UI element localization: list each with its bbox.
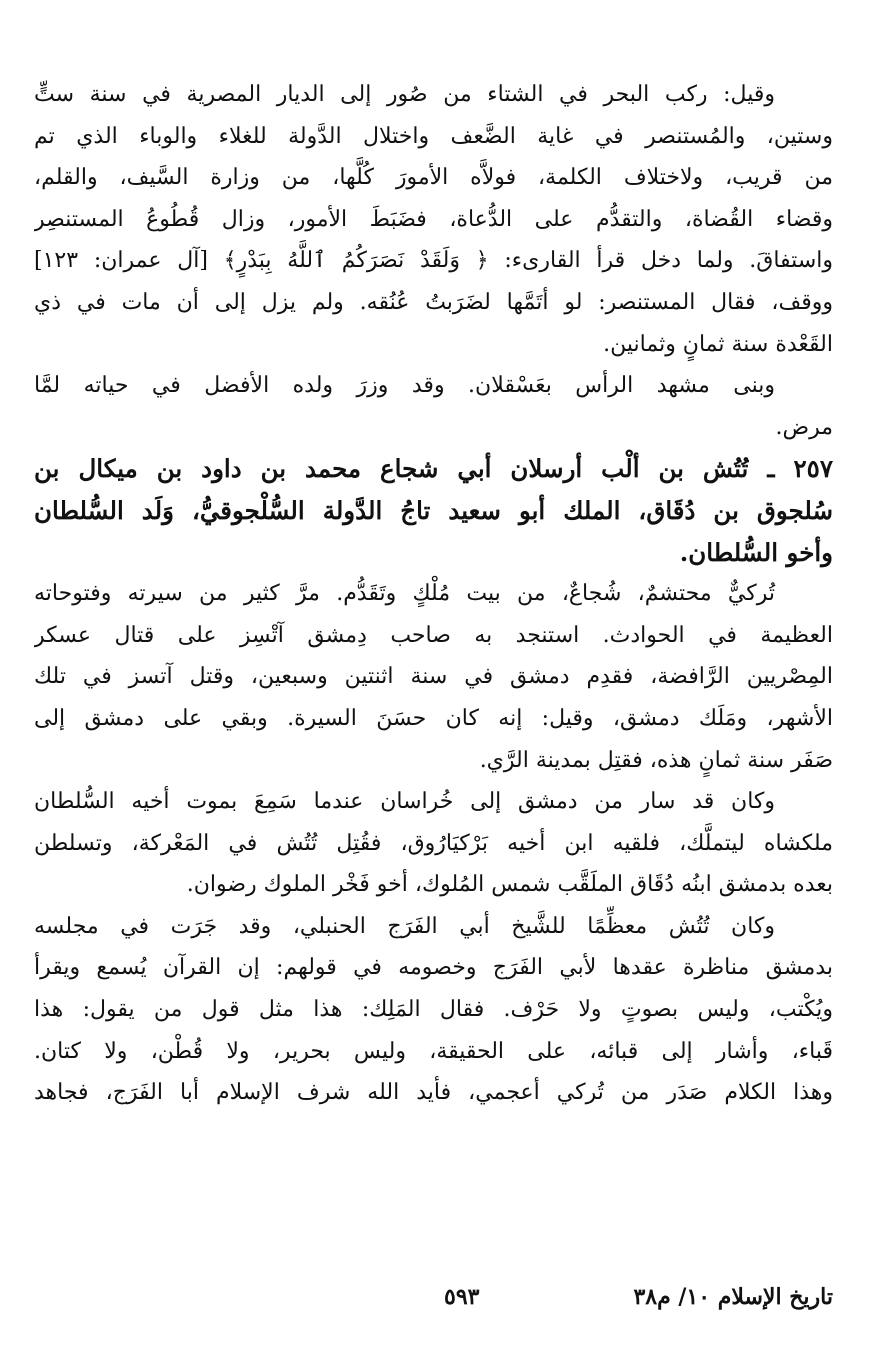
paragraph-3 (34, 573, 833, 781)
text-line: تُركيٌّ محتشمٌ، شُجاعٌ، من بيت مُلْكٍ وتَقَدُّم. مرَّ كثير من سيرته وفتوحاته (34, 581, 775, 607)
paragraph-2 (34, 365, 833, 448)
text-line: بدمشق مناظرة عقدها لأبي الفَرَج وخصومه في قولهم: إن القرآن يُسمع ويقرأ (34, 955, 833, 981)
paragraph-5 (34, 906, 833, 1114)
text-line: وكان قد سار من دمشق إلى خُراسان عندما سَمِعَ بموت أخيه السُّلطان (34, 789, 775, 815)
text-line: المِصْريين الرَّافضة، فقدِم دمشق في سنة اثنتين وسبعين، وقتل آتسز في تلك (34, 664, 833, 690)
text-line: من قريب، ولاختلاف الكلمة، فولاَّه الأمورَ كُلَّها، من وزارة السَّيف، والقلم، (34, 165, 833, 191)
text-line: ويُكْتب، وليس بصوتٍ ولا حَرْف. فقال المَلِك: هذا مثل قول من يقول: هذا (34, 997, 833, 1023)
text-line: وستين، والمُستنصر في غاية الضَّعف واختلال الدَّولة للغلاء والوباء الذي تم (34, 123, 833, 149)
text-line: واستفاقَ. ولما دخل قرأ القارىء: ﴿ وَلَقَدْ نَصَرَكُمُ ٱللَّهُ بِبَدْرٍ﴾ [آل عمران: ١٢٣] (34, 248, 833, 274)
entry-heading (34, 448, 833, 573)
text-line: العظيمة في الحوادث. استنجد به صاحب دِمشق آتْسِز على قتال عسكر (34, 622, 833, 648)
text-line: مرض. (775, 414, 833, 440)
text-line: الأشهر، ومَلَك دمشق، وقيل: إنه كان حسَنَ السيرة. وبقي على دمشق إلى (34, 705, 833, 731)
text-line: ووقف، فقال المستنصر: لو أتَمَّها لضَرَبتُ عُنُقه. ولم يزل إلى أن مات في ذي (34, 289, 833, 315)
page-footer (34, 1284, 833, 1324)
book-reference: تاريخ الإسلام ١٠/ م٣٨ (633, 1284, 833, 1310)
heading-line: وأخو السُّلطان. (679, 537, 833, 567)
text-line: صَفَر سنة ثمانٍ هذه، فقتِل بمدينة الرَّي. (479, 747, 833, 773)
text-line: قَباء، وأشار إلى قبائه، على الحقيقة، وليس بحرير، ولا قُطْن، ولا كتان. (34, 1038, 833, 1064)
text-line: بعده بدمشق ابنُه دُقَاق الملَقَّب شمس المُلوك، أخو فَخْر الملوك رضوان. (186, 872, 833, 898)
text-line: ملكشاه ليتملَّك، فلقيه ابن أخيه بَرْكيَارُوق، فقُتِل تُتُش في المَعْركة، وتسلطن (34, 830, 833, 856)
heading-line: ٢٥٧ ـ تُتُش بن ألْب أرسلان أبي شجاع محمد بن داود بن ميكال بن (34, 454, 833, 484)
page-number: ٥٩٣ (444, 1284, 480, 1310)
text-line: وكان تُتُش معظِّمًا للشَّيخ أبي الفَرَج الحنبلي، وقد جَرَت في مجلسه (34, 913, 775, 939)
heading-line: سُلجوق بن دُقَاق، الملك أبو سعيد تاجُ الدَّولة السُّلْجوقيُّ، وَلَد السُّلطان (34, 495, 833, 525)
text-line: وهذا الكلام صَدَر من تُركي أعجمي، فأيد الله شرف الإسلام أبا الفَرَج، فجاهد (34, 1080, 833, 1106)
text-line: وقضاء القُضاة، والتقدُّم على الدُّعاة، فضَبَطَ الأمور، وزال قُطُوعُ المستنصِر (34, 206, 833, 232)
paragraph-4 (34, 781, 833, 906)
paragraph-1 (34, 74, 833, 365)
text-line: القَعْدة سنة ثمانٍ وثمانين. (603, 331, 833, 357)
text-line: وبنى مشهد الرأس بعَسْقلان. وقد وزرَ ولده الأفضل في حياته لمَّا (34, 373, 775, 399)
text-line: وقيل: ركب البحر في الشتاء من صُور إلى الديار المصرية في سنة ستٍّ (34, 82, 775, 107)
